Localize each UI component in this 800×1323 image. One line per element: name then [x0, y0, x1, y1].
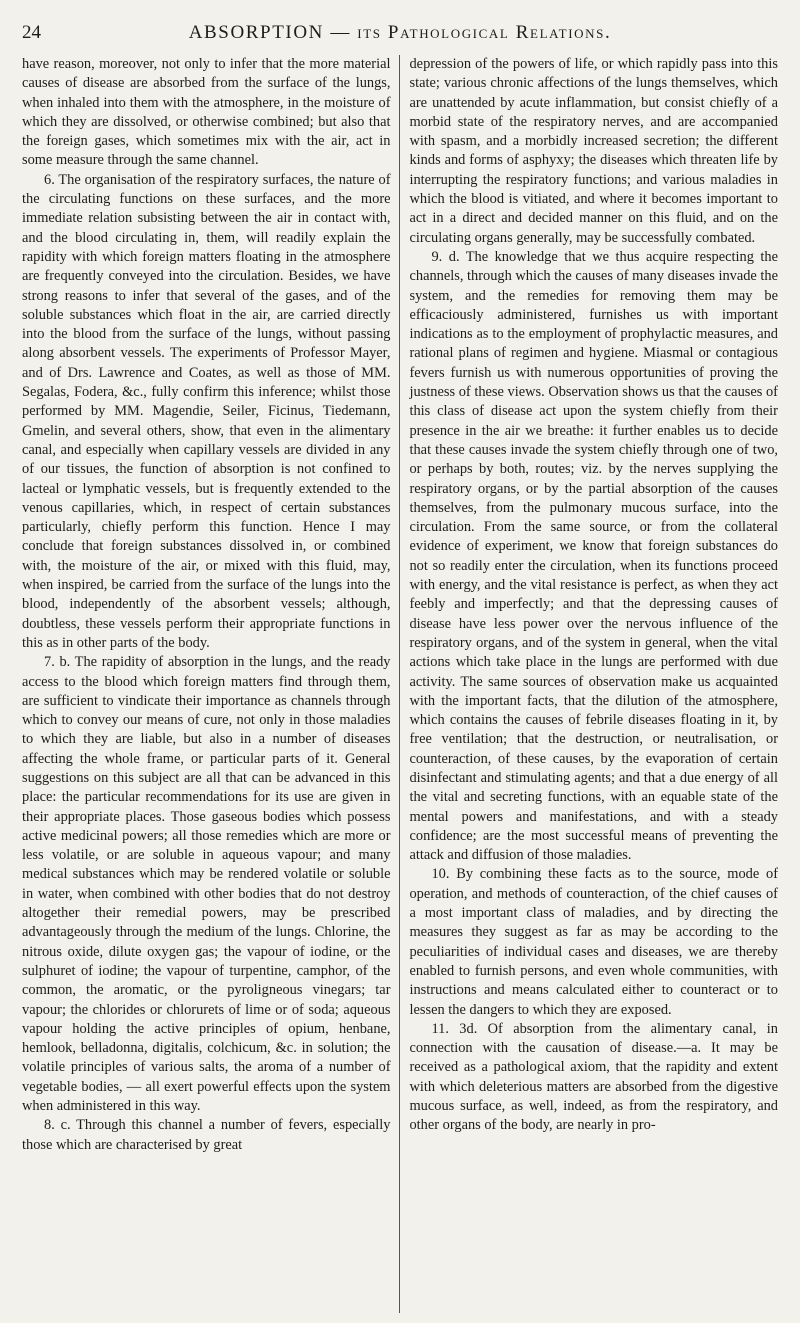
left-column	[22, 55, 399, 1313]
page-header	[22, 22, 778, 48]
paragraph: 8. c. Through this channel a number of fevers, especially those which are characterised by great	[22, 1117, 391, 1153]
paragraph: 11. 3d. Of absorption from the alimentary canal, in connection with the causation of disease.—a. It may be received as a pathological axiom, that the rapidity and extent with which deleterious matters are absorbed from the digestive mucous surface, as well, indeed, as from the respiratory, and other organs of the body, are nearly in pro-	[409, 1020, 778, 1134]
paragraph: depression of the powers of life, or which rapidly pass into this state; various chronic affections of the lungs themselves, which are unattended by acute inflammation, but consist chiefly of a morbid state of the respiratory nerves, and are accompanied with spasm, and a morbidly increased secretion; the different kinds and forms of asphyxy; the diseases which threaten life by interrupting the respiratory functions; and various maladies in which the blood is vitiated, and where it becomes important to act in a direct and decided manner on this fluid, and on the circulating organs generally, may be successfully combated.	[409, 56, 778, 246]
running-title: ABSORPTION — its Pathological Relations.	[188, 22, 612, 43]
paragraph: 7. b. The rapidity of absorption in the lungs, and the ready access to the blood which foreign matters find through them, are sufficient to vindicate their importance as channels through which to convey our means of cure, not only in those maladies to which they are liable, but also in a number of diseases affecting the whole frame, or particular parts of it. General suggestions on this subject are all that can be advanced in this place: the particular recommendations for its use are given in their appropriate places. Those gaseous bodies which possess active medicinal powers; all those remedies which are more or less volatile, or are soluble in aqueous vapour; and many medical substances which may be rendered volatile or soluble in water, when combined with other bodies that do not destroy altogether their remedial powers, may be prescribed advantageously through the medium of the lungs. Chlorine, the nitrous oxide, dilute oxygen gas; the vapour of iodine, or the sulphuret of iodine; the vapour of turpentine, camphor, of the common, the aromatic, or the pyroligneous vinegars; tar vapour; the chlorides or chlorurets of lime or of soda; aqueous vapour holding the active principles of opium, henbane, hemlook, belladonna, digitalis, colchicum, &c. in solution; the volatile principles of various salts, the aroma of a number of vegetable bodies, — all exert powerful effects upon the system when administered in this way.	[22, 654, 391, 1115]
paragraph: 6. The organisation of the respiratory surfaces, the nature of the circulating functions on these surfaces, and the more immediate relation subsisting between the air in contact with, and the blood circulating in, them, will readily explain the rapidity with which foreign matters floating in the atmosphere are frequently conveyed into the circulation. Besides, we have strong reasons to infer that several of the gases, and of the soluble substances which float in the air, are carried directly into the blood from the surface of the lungs, without passing along absorbent vessels. The experiments of Professor Mayer, and of Drs. Lawrence and Coates, as well as those of MM. Segalas, Fodera, &c., fully confirm this inference; whilst those performed by MM. Magendie, Seiler, Ficinus, Tiedemann, Gmelin, and several others, show, that even in the alimentary canal, and especially when capillary vessels are divided in any of our tissues, the function of absorption is not confined to lacteal or lymphatic vessels, but is frequently extended to the venous capillaries, which, in respect of certain substances particularly, chiefly perform this function. Hence I may conclude that foreign substances dissolved in, or combined with, the moisture of the air, or mixed with this fluid, may, when inspired, be carried from the surface of the lungs into the blood, independently of the absorbent vessels; although, doubtless, these vessels perform their appropriate functions in this as in other parts of the body.	[22, 171, 391, 651]
text-columns	[22, 55, 778, 1313]
right-column	[399, 55, 778, 1313]
paragraph: 10. By combining these facts as to the source, mode of operation, and methods of counteraction, of the chief causes of a most important class of maladies, and by directing the measures they suggest as far as may be according to the peculiarities of individual cases and diseases, we are thereby enabled to furnish persons, and even whole communities, with instructions and means calculated either to counteract or to lessen the dangers to which they are exposed.	[409, 866, 778, 1018]
paragraph: have reason, moreover, not only to infer that the more material causes of disease are absorbed from the surface of the lungs, when inhaled into them with the atmosphere, in the moisture of which they are dissolved, or otherwise combined; but also that the foreign gases, which sometimes mix with the air, act in some measure through the same channel.	[22, 56, 391, 169]
page-number: 24	[22, 22, 41, 43]
paragraph: 9. d. The knowledge that we thus acquire respecting the channels, through which the causes of many diseases invade the system, and the remedies for removing them may be efficaciously administered, furnishes us with important indications as to the employment of prophylactic measures, and rational plans of regimen and hygiene. Miasmal or contagious fevers furnish us with numerous opportunities of proving the justness of these views. Observation shows us that the causes of this class of disease act upon the system chiefly from their presence in the air we breathe: it further enables us to decide that these causes invade the system chiefly through one of two, or perhaps by both, routes; viz. by the nerves supplying the respiratory organs, or by the partial absorption of the causes themselves, from the pulmonary mucous surface, into the circulation. From the same source, or from the collateral evidence of experiment, we know that foreign substances do not so readily enter the circulation, when its functions proceed with energy, and the vital resistance is perfect, as when they act feebly and imperfectly; and that the depressing causes of disease have less power over the nervous influence of the respiratory organs, and of the system in general, when the vital actions which take place in the lungs are performed with due activity. The same sources of observation make us acquainted with the important facts, that the dilution of the atmosphere, which contains the causes of febrile diseases floating in it, by free ventilation; that the destruction, or neutralisation, or counteraction, of these causes, by the evaporation of certain disinfectant and stimulating agents; and that a due energy of all the vital and secreting functions, with an equable state of the mental powers and manifestations, and with a steady confidence; are the most successful means of preventing the attack and diffusion of those maladies.	[409, 248, 778, 864]
